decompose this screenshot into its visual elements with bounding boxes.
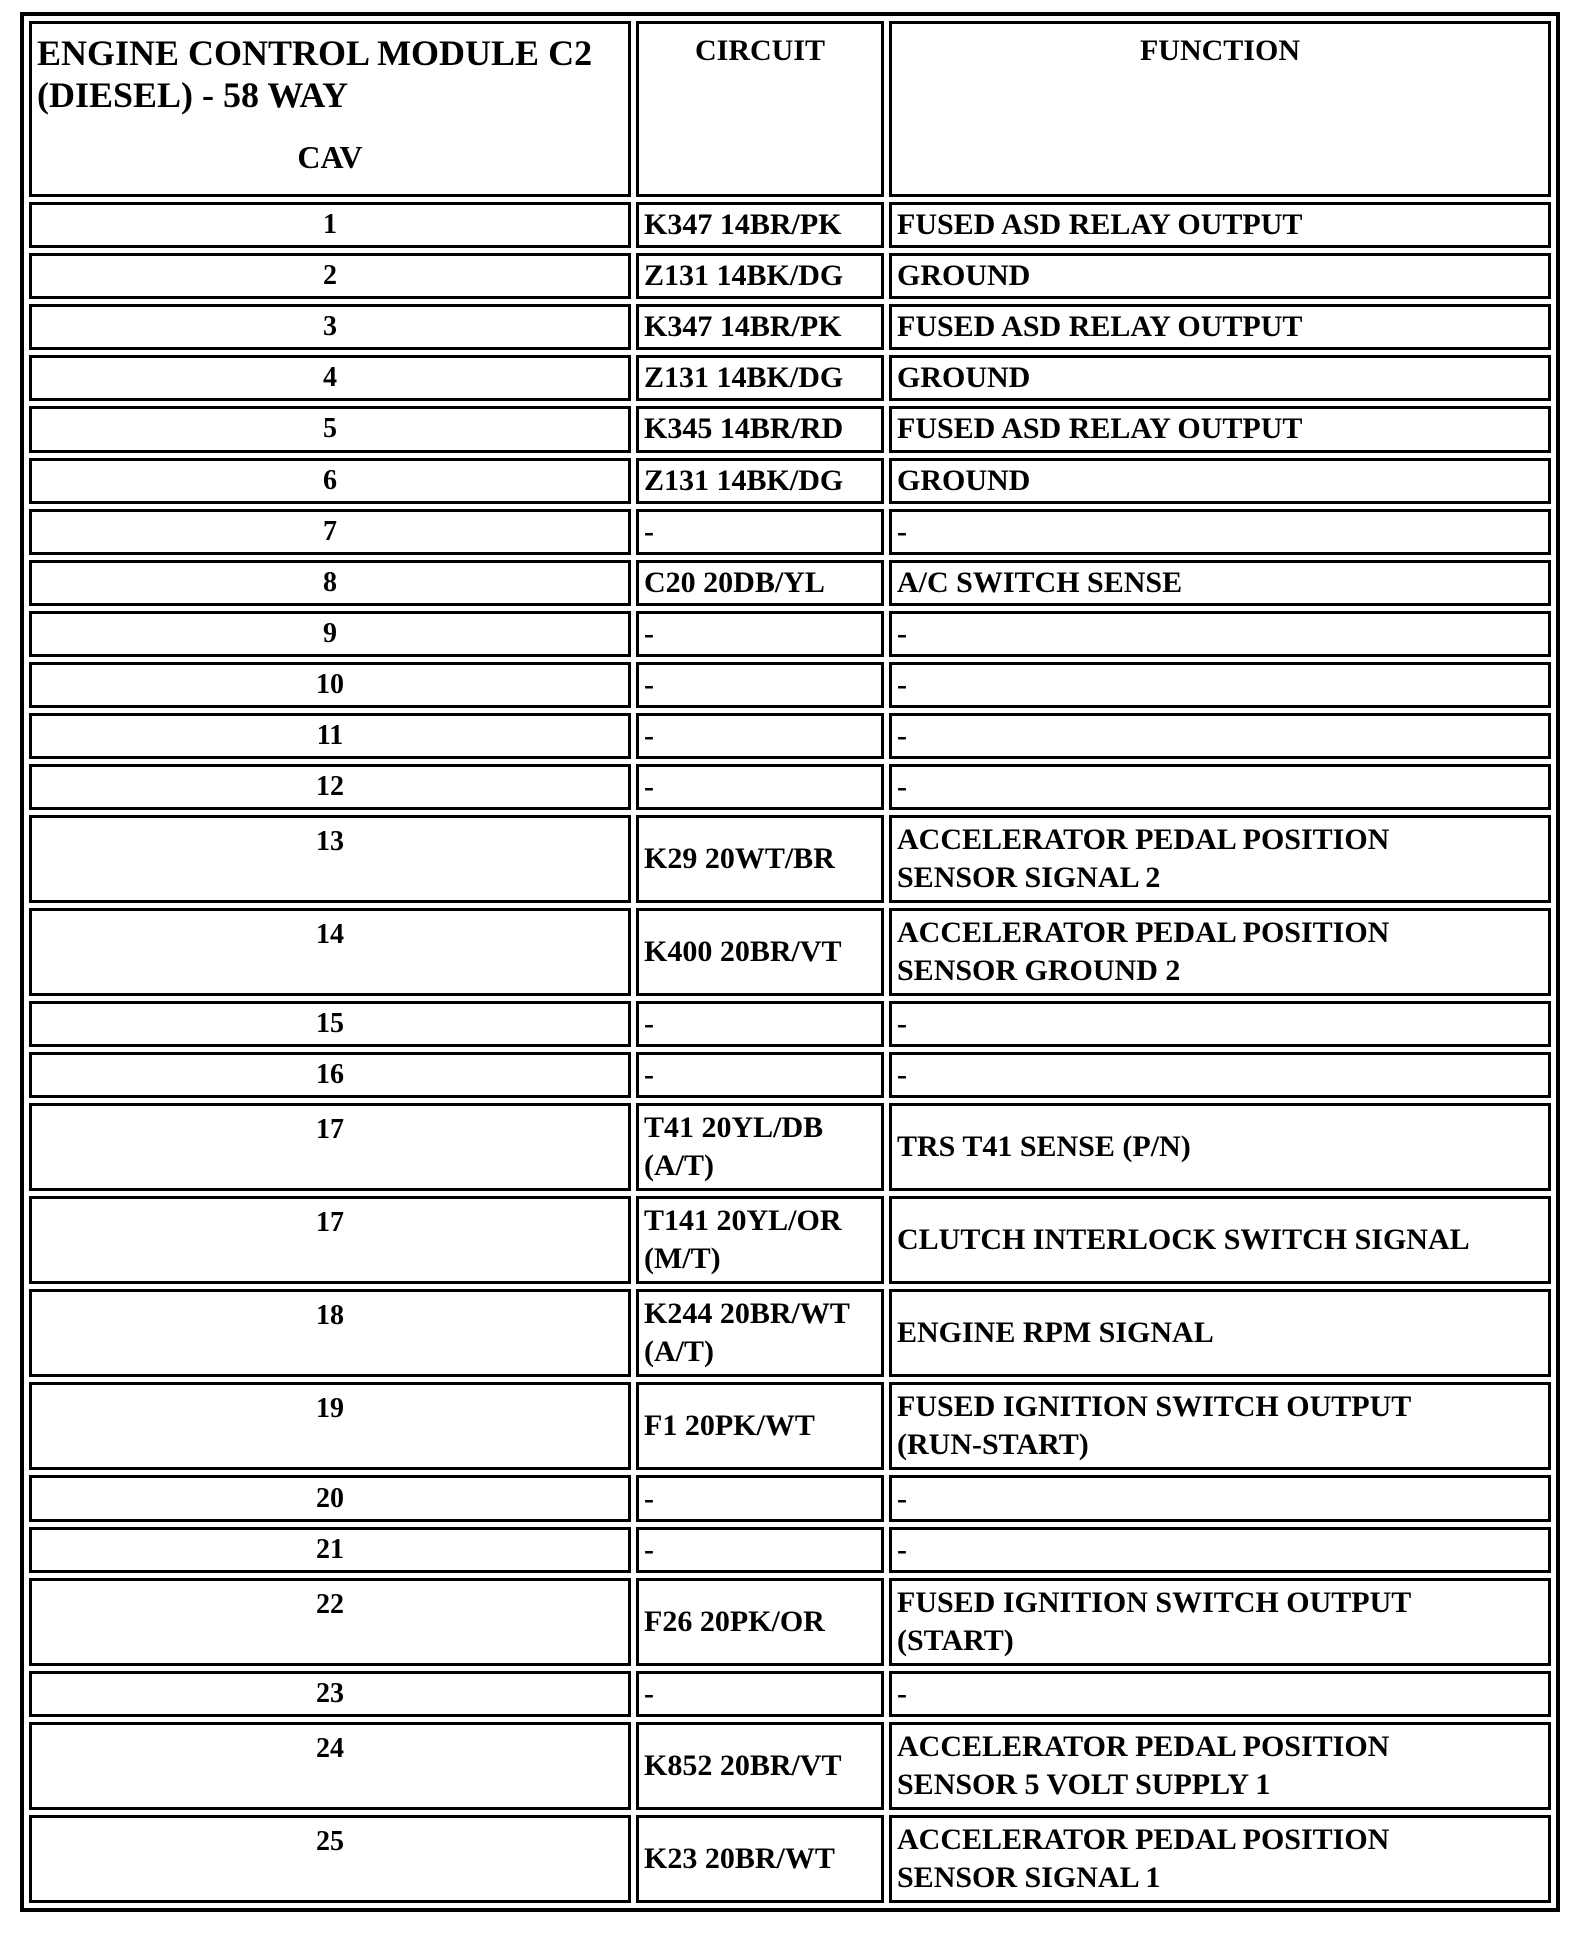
function-text-line: SENSOR SIGNAL 2 — [897, 861, 1161, 895]
circuit-text-line: - — [644, 1481, 654, 1515]
circuit-text-line: (A/T) — [644, 1149, 714, 1183]
circuit-text-line: - — [644, 1532, 654, 1566]
circuit-cell — [636, 1671, 884, 1717]
function-text-line: - — [897, 718, 907, 752]
cav-cell: 13 — [29, 815, 631, 903]
header-row — [29, 21, 1551, 197]
function-text-line: ACCELERATOR PEDAL POSITION — [897, 1729, 1390, 1763]
function-cell — [889, 509, 1551, 555]
cav-cell: 23 — [29, 1671, 631, 1717]
cav-cell: 19 — [29, 1382, 631, 1470]
circuit-cell — [636, 1196, 884, 1284]
circuit-cell — [636, 509, 884, 555]
table-row — [29, 1001, 1551, 1047]
function-cell — [889, 1815, 1551, 1903]
circuit-cell — [636, 1722, 884, 1810]
function-text-line: ENGINE RPM SIGNAL — [897, 1316, 1214, 1350]
function-text-line: ACCELERATOR PEDAL POSITION — [897, 916, 1390, 950]
function-text-line: - — [897, 1532, 907, 1566]
function-text-line: SENSOR 5 VOLT SUPPLY 1 — [897, 1767, 1271, 1801]
circuit-text-line: T41 20YL/DB — [644, 1111, 824, 1145]
cav-cell: 15 — [29, 1001, 631, 1047]
function-cell — [889, 662, 1551, 708]
cav-header-cell — [29, 21, 631, 197]
function-text-line: FUSED IGNITION SWITCH OUTPUT — [897, 1390, 1412, 1424]
circuit-cell — [636, 908, 884, 996]
table-row — [29, 1671, 1551, 1717]
circuit-text-line: - — [644, 770, 654, 803]
table-row — [29, 611, 1551, 657]
function-text-line: - — [897, 770, 907, 803]
cav-cell: 4 — [29, 355, 631, 401]
circuit-text-line: - — [644, 1676, 654, 1710]
function-cell — [889, 1578, 1551, 1666]
function-cell — [889, 355, 1551, 401]
table-row — [29, 560, 1551, 606]
cav-cell: 5 — [29, 406, 631, 452]
circuit-text-line: - — [644, 1007, 654, 1041]
function-cell — [889, 1001, 1551, 1047]
function-text-line: FUSED IGNITION SWITCH OUTPUT — [897, 1585, 1412, 1619]
circuit-text-line: - — [644, 667, 654, 701]
cav-cell: 17 — [29, 1196, 631, 1284]
circuit-text-line: F26 20PK/OR — [644, 1604, 825, 1638]
circuit-text-line: - — [644, 718, 654, 752]
cav-cell: 25 — [29, 1815, 631, 1903]
circuit-cell — [636, 1578, 884, 1666]
function-cell — [889, 253, 1551, 299]
cav-cell: 3 — [29, 304, 631, 350]
function-cell — [889, 560, 1551, 606]
function-cell — [889, 202, 1551, 248]
table-row — [29, 458, 1551, 504]
circuit-text-line: K400 20BR/VT — [644, 935, 842, 969]
table-row — [29, 1475, 1551, 1521]
function-text-line: GROUND — [897, 361, 1031, 395]
function-cell — [889, 611, 1551, 657]
cav-cell: 21 — [29, 1527, 631, 1573]
function-cell — [889, 304, 1551, 350]
cav-cell: 18 — [29, 1289, 631, 1377]
cav-cell: 9 — [29, 611, 631, 657]
circuit-cell — [636, 1382, 884, 1470]
circuit-cell — [636, 1815, 884, 1903]
circuit-text-line: C20 20DB/YL — [644, 565, 825, 599]
cav-cell: 2 — [29, 253, 631, 299]
circuit-cell — [636, 662, 884, 708]
circuit-cell — [636, 1001, 884, 1047]
circuit-cell — [636, 815, 884, 903]
table-row — [29, 1382, 1551, 1470]
circuit-text-line: (A/T) — [644, 1335, 714, 1369]
function-cell — [889, 406, 1551, 452]
cav-cell: 12 — [29, 764, 631, 810]
function-text-line: - — [897, 1676, 907, 1710]
circuit-text-line: T141 20YL/OR — [644, 1204, 842, 1238]
table-row — [29, 764, 1551, 810]
cav-cell: 10 — [29, 662, 631, 708]
circuit-text-line: - — [644, 514, 654, 548]
circuit-text-line: K852 20BR/VT — [644, 1748, 842, 1782]
function-text-line: SENSOR GROUND 2 — [897, 954, 1181, 988]
circuit-cell — [636, 560, 884, 606]
function-cell — [889, 908, 1551, 996]
table-row — [29, 908, 1551, 996]
cav-cell: 22 — [29, 1578, 631, 1666]
function-cell — [889, 1671, 1551, 1717]
function-cell — [889, 1289, 1551, 1377]
cav-cell: 16 — [29, 1052, 631, 1098]
cav-cell: 24 — [29, 1722, 631, 1810]
cav-cell: 7 — [29, 509, 631, 555]
cav-cell: 20 — [29, 1475, 631, 1521]
function-cell — [889, 458, 1551, 504]
circuit-text-line: K347 14BR/PK — [644, 208, 842, 242]
function-text-line: ACCELERATOR PEDAL POSITION — [897, 1822, 1390, 1856]
function-text-line: - — [897, 1007, 907, 1041]
table-row — [29, 1196, 1551, 1284]
function-text-line: - — [897, 1058, 907, 1092]
circuit-text-line: Z131 14BK/DG — [644, 463, 844, 497]
connector-pinout-table — [20, 12, 1560, 1912]
table-row — [29, 1052, 1551, 1098]
circuit-cell — [636, 253, 884, 299]
function-text-line: FUSED ASD RELAY OUTPUT — [897, 208, 1303, 242]
function-text-line: FUSED ASD RELAY OUTPUT — [897, 412, 1303, 446]
cav-cell: 14 — [29, 908, 631, 996]
table-row — [29, 406, 1551, 452]
circuit-text-line: - — [644, 1058, 654, 1092]
cav-cell: 6 — [29, 458, 631, 504]
function-cell — [889, 764, 1551, 810]
table-row — [29, 1527, 1551, 1573]
circuit-cell — [636, 611, 884, 657]
cav-cell: 1 — [29, 202, 631, 248]
function-text-line: - — [897, 514, 907, 548]
circuit-column-header: CIRCUIT — [636, 21, 884, 197]
table-row — [29, 1722, 1551, 1810]
function-cell — [889, 1722, 1551, 1810]
circuit-text-line: F1 20PK/WT — [644, 1409, 815, 1443]
circuit-text-line: - — [644, 616, 654, 650]
connector-title-line-1: ENGINE CONTROL MODULE C2 — [37, 33, 593, 73]
circuit-cell — [636, 304, 884, 350]
circuit-text-line: (M/T) — [644, 1242, 721, 1276]
table-row — [29, 713, 1551, 759]
table-row — [29, 1289, 1551, 1377]
cav-column-label: CAV — [297, 139, 363, 175]
circuit-text-line: K29 20WT/BR — [644, 842, 835, 876]
function-cell — [889, 1382, 1551, 1470]
circuit-text-line: K23 20BR/WT — [644, 1841, 835, 1875]
circuit-text-line: Z131 14BK/DG — [644, 361, 844, 395]
circuit-text-line: K244 20BR/WT — [644, 1297, 850, 1331]
function-text-line: - — [897, 667, 907, 701]
function-text-line: - — [897, 1481, 907, 1515]
function-text-line: (RUN-START) — [897, 1428, 1089, 1462]
cav-cell: 17 — [29, 1103, 631, 1191]
table-row — [29, 355, 1551, 401]
function-text-line: TRS T41 SENSE (P/N) — [897, 1130, 1191, 1164]
table-row — [29, 253, 1551, 299]
function-text-line: FUSED ASD RELAY OUTPUT — [897, 310, 1303, 344]
function-column-header: FUNCTION — [889, 21, 1551, 197]
circuit-cell — [636, 1475, 884, 1521]
table-row — [29, 1578, 1551, 1666]
circuit-cell — [636, 355, 884, 401]
circuit-text-line: K347 14BR/PK — [644, 310, 842, 344]
table-row — [29, 202, 1551, 248]
function-text-line: CLUTCH INTERLOCK SWITCH SIGNAL — [897, 1223, 1470, 1257]
circuit-text-line: K345 14BR/RD — [644, 412, 844, 446]
function-text-line: GROUND — [897, 463, 1031, 497]
table-row — [29, 304, 1551, 350]
circuit-cell — [636, 458, 884, 504]
table-row — [29, 1103, 1551, 1191]
function-text-line: GROUND — [897, 259, 1031, 293]
function-text-line: ACCELERATOR PEDAL POSITION — [897, 823, 1390, 857]
function-text-line: - — [897, 616, 907, 650]
cav-cell: 11 — [29, 713, 631, 759]
function-cell — [889, 1103, 1551, 1191]
function-cell — [889, 1475, 1551, 1521]
cav-cell: 8 — [29, 560, 631, 606]
function-cell — [889, 1052, 1551, 1098]
table-row — [29, 662, 1551, 708]
function-cell — [889, 713, 1551, 759]
circuit-cell — [636, 1052, 884, 1098]
function-cell — [889, 815, 1551, 903]
function-cell — [889, 1527, 1551, 1573]
connector-title-line-2: (DIESEL) - 58 WAY — [37, 75, 349, 115]
function-text-line: SENSOR SIGNAL 1 — [897, 1860, 1161, 1894]
function-text-line: A/C SWITCH SENSE — [897, 565, 1183, 599]
table-row — [29, 509, 1551, 555]
function-text-line: (START) — [897, 1623, 1014, 1657]
circuit-cell — [636, 202, 884, 248]
circuit-cell — [636, 764, 884, 810]
table-row — [29, 1815, 1551, 1903]
function-cell — [889, 1196, 1551, 1284]
circuit-cell — [636, 1289, 884, 1377]
circuit-cell — [636, 406, 884, 452]
circuit-cell — [636, 713, 884, 759]
circuit-cell — [636, 1103, 884, 1191]
circuit-text-line: Z131 14BK/DG — [644, 259, 844, 293]
table-row — [29, 815, 1551, 903]
circuit-cell — [636, 1527, 884, 1573]
